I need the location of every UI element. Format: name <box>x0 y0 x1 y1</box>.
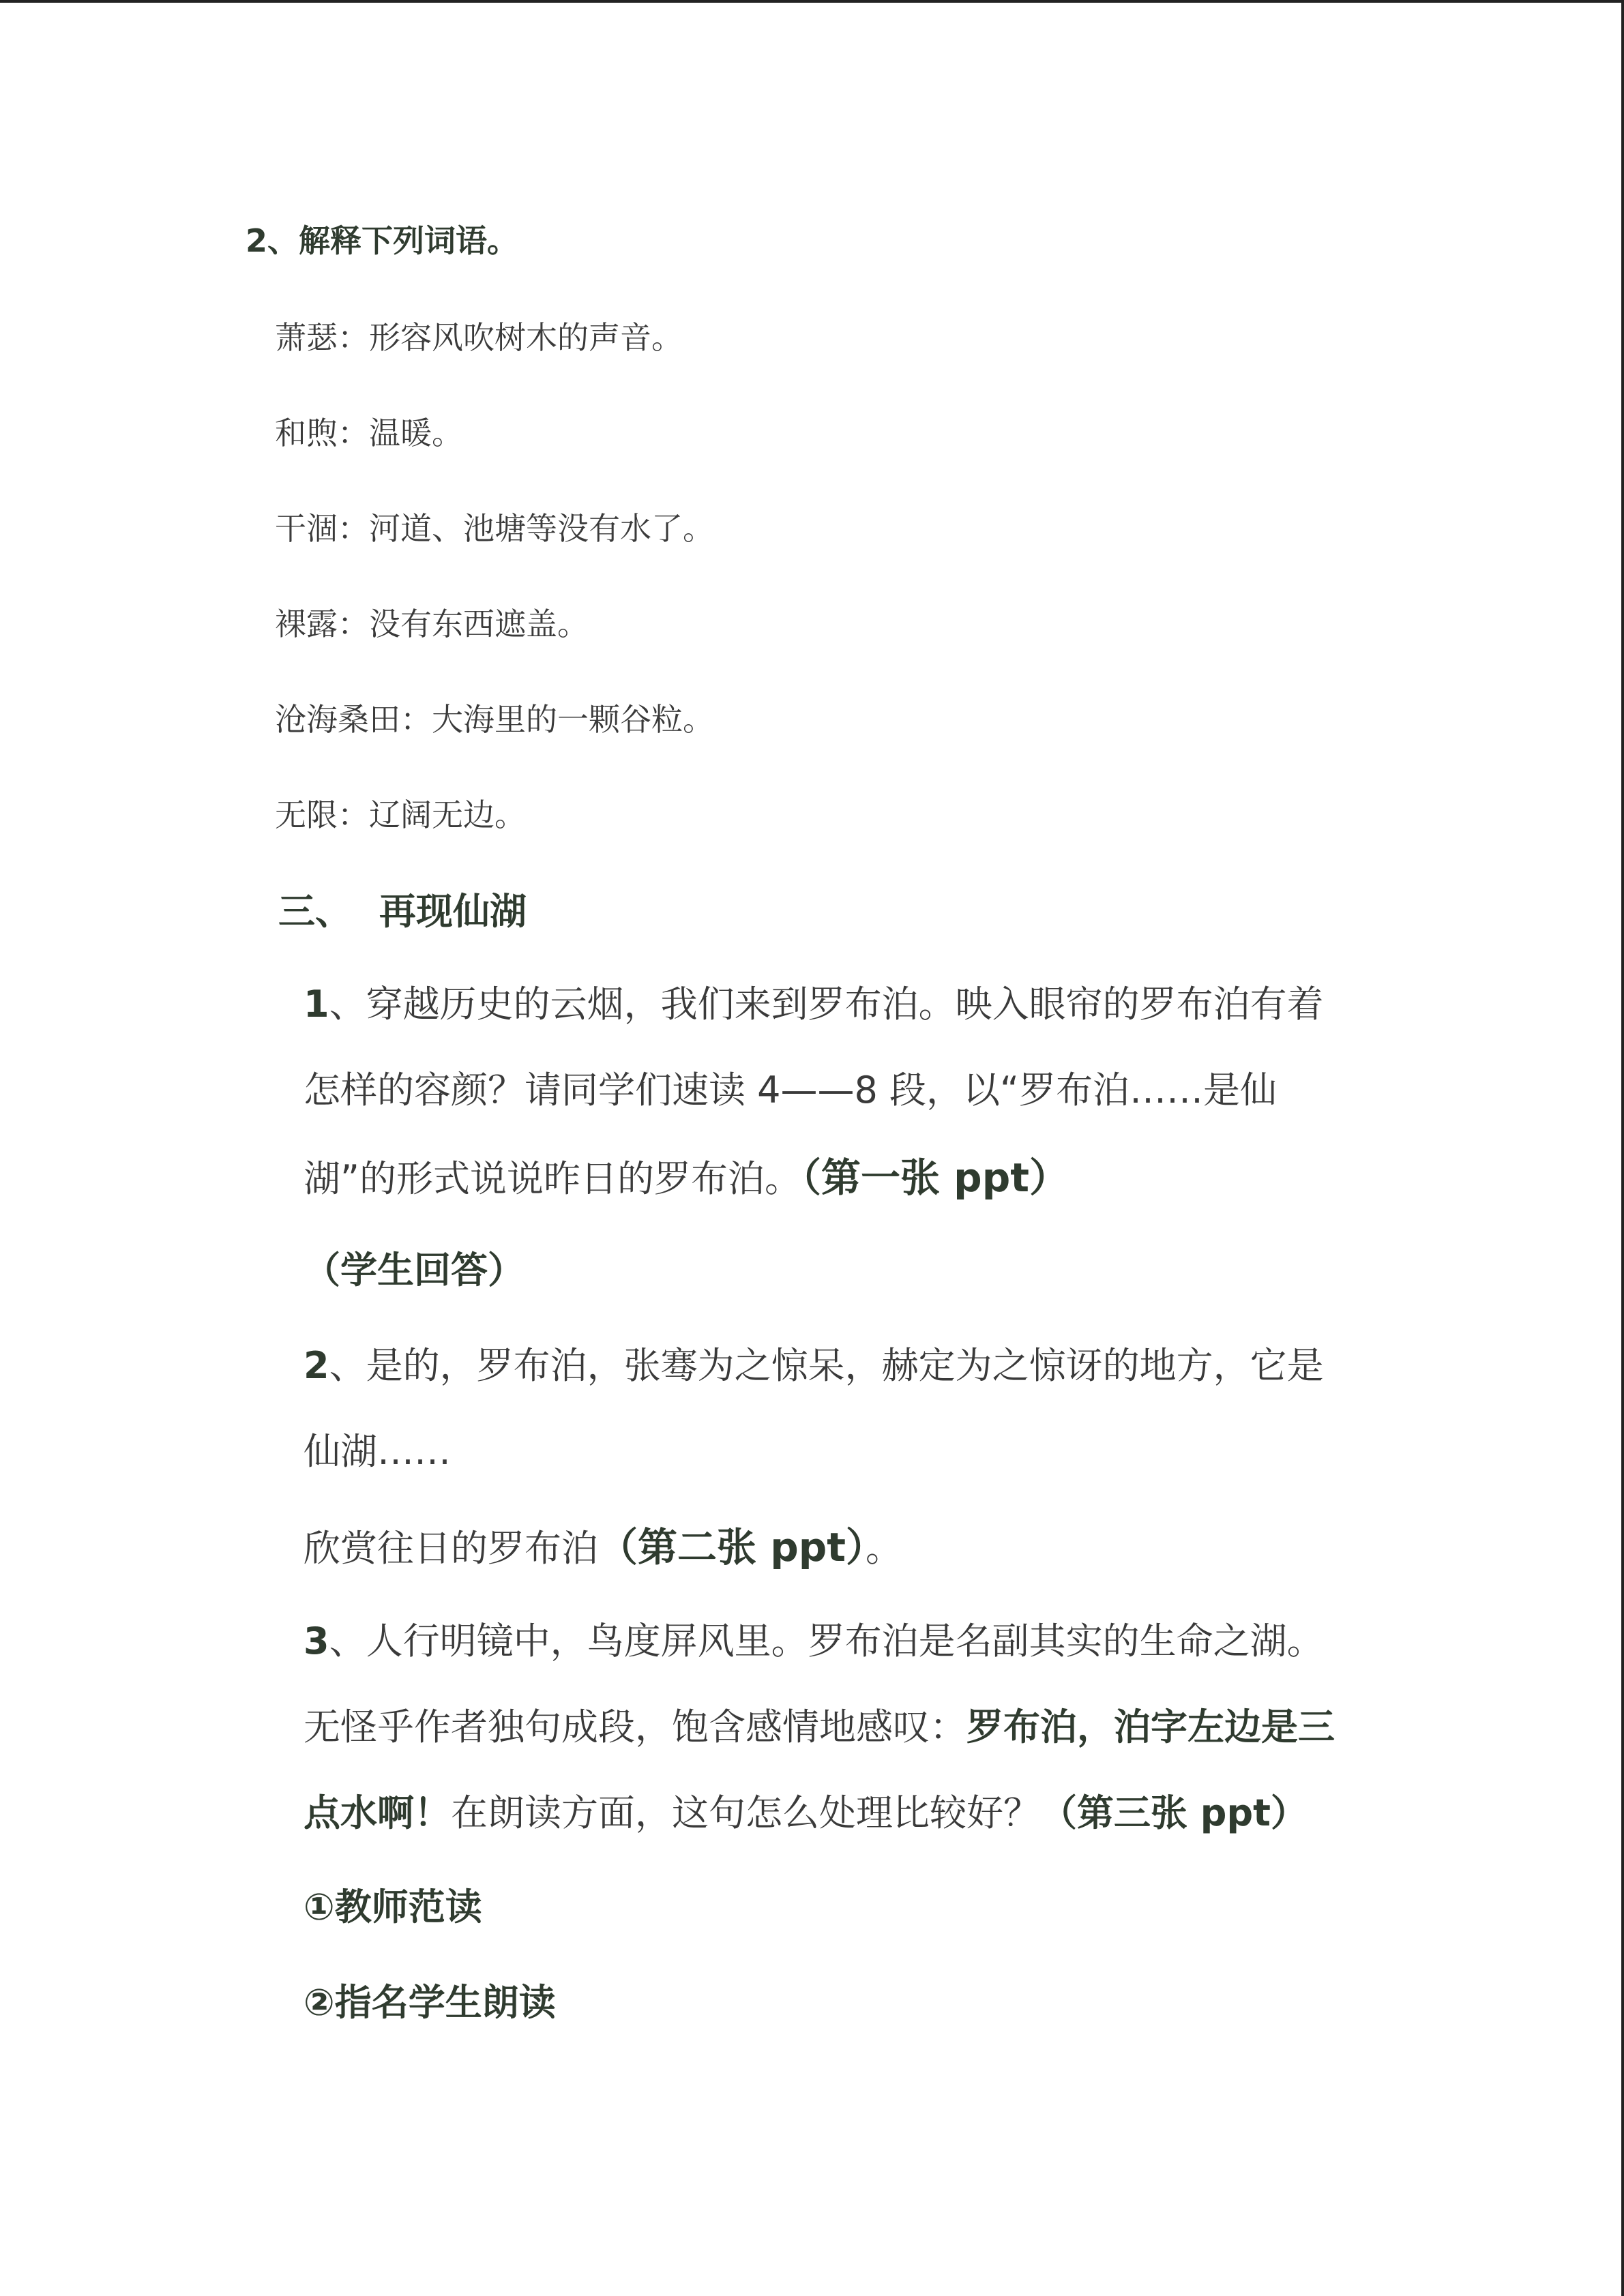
term-word: 无限 <box>275 796 338 833</box>
item-2-line-2: 仙湖…… <box>304 1430 451 1473</box>
term-separator: ： <box>338 510 369 547</box>
right-border-line <box>1621 0 1624 2296</box>
term-definition: 河道、池塘等没有水了。 <box>369 510 714 547</box>
term-word: 萧瑟 <box>275 319 338 356</box>
item-3-line-2: 无怪乎作者独句成段，饱含感情地感叹：罗布泊，泊字左边是三 <box>304 1705 1335 1748</box>
section-2-title: 2、解释下列词语。 <box>246 222 519 259</box>
term-word: 裸露 <box>275 606 338 642</box>
term-row <box>275 319 683 356</box>
heading-text: 再现仙湖 <box>379 890 527 933</box>
emphasis-quote: 点水啊！ <box>304 1791 451 1834</box>
ppt-reference: （第一张 ppt） <box>801 1154 1069 1201</box>
term-row <box>275 701 714 738</box>
top-border-line <box>0 0 1624 3</box>
step-teacher-reading: ①教师范读 <box>304 1885 482 1928</box>
term-definition: 形容风吹树木的声音。 <box>369 319 683 356</box>
term-separator: ： <box>338 796 369 833</box>
term-separator: ： <box>400 701 432 738</box>
term-definition: 没有东西遮盖。 <box>369 606 589 642</box>
ppt-reference: （第二张 ppt） <box>598 1524 866 1570</box>
item-number: 3 <box>304 1620 329 1663</box>
item-3-line-1: 3、人行明镜中，鸟度屏风里。罗布泊是名副其实的生命之湖。 <box>304 1620 1324 1663</box>
item-2-line-1: 2、是的，罗布泊，张骞为之惊呆，赫定为之惊讶的地方，它是 <box>304 1344 1324 1387</box>
term-row <box>275 796 526 833</box>
section-3-heading <box>278 890 527 933</box>
emphasis-quote: 罗布泊，泊字左边是三 <box>966 1705 1335 1748</box>
term-word: 和煦 <box>275 415 338 451</box>
student-answer-note: （学生回答） <box>304 1249 525 1292</box>
item-1-line-3: 湖”的形式说说昨日的罗布泊。（第一张 ppt） <box>304 1154 1069 1201</box>
term-row <box>275 510 714 547</box>
term-definition: 辽阔无边。 <box>369 796 526 833</box>
item-number: 1 <box>304 983 329 1026</box>
term-definition: 温暖。 <box>369 415 463 451</box>
item-3-line-3: 点水啊！在朗读方面，这句怎么处理比较好？（第三张 ppt） <box>304 1791 1308 1834</box>
term-definition: 大海里的一颗谷粒。 <box>432 701 714 738</box>
term-row <box>275 417 463 449</box>
item-1-line-1: 1、穿越历史的云烟，我们来到罗布泊。映入眼帘的罗布泊有着 <box>304 983 1324 1026</box>
term-word: 沧海桑田 <box>275 701 400 738</box>
item-1-line-2: 怎样的容颜？请同学们速读 4——8 段，以“罗布泊……是仙 <box>304 1069 1278 1112</box>
ppt-reference: （第三张 ppt） <box>1040 1791 1308 1834</box>
term-word: 干涸 <box>275 510 338 547</box>
term-separator: ： <box>338 415 369 451</box>
heading-number: 三、 <box>278 890 352 933</box>
term-separator: ： <box>338 606 369 642</box>
appreciate-line: 欣赏往日的罗布泊（第二张 ppt）。 <box>304 1524 902 1570</box>
term-row <box>275 608 589 640</box>
item-number: 2 <box>304 1344 329 1387</box>
step-student-reading: ②指名学生朗读 <box>304 1981 556 2024</box>
term-separator: ： <box>338 319 369 356</box>
